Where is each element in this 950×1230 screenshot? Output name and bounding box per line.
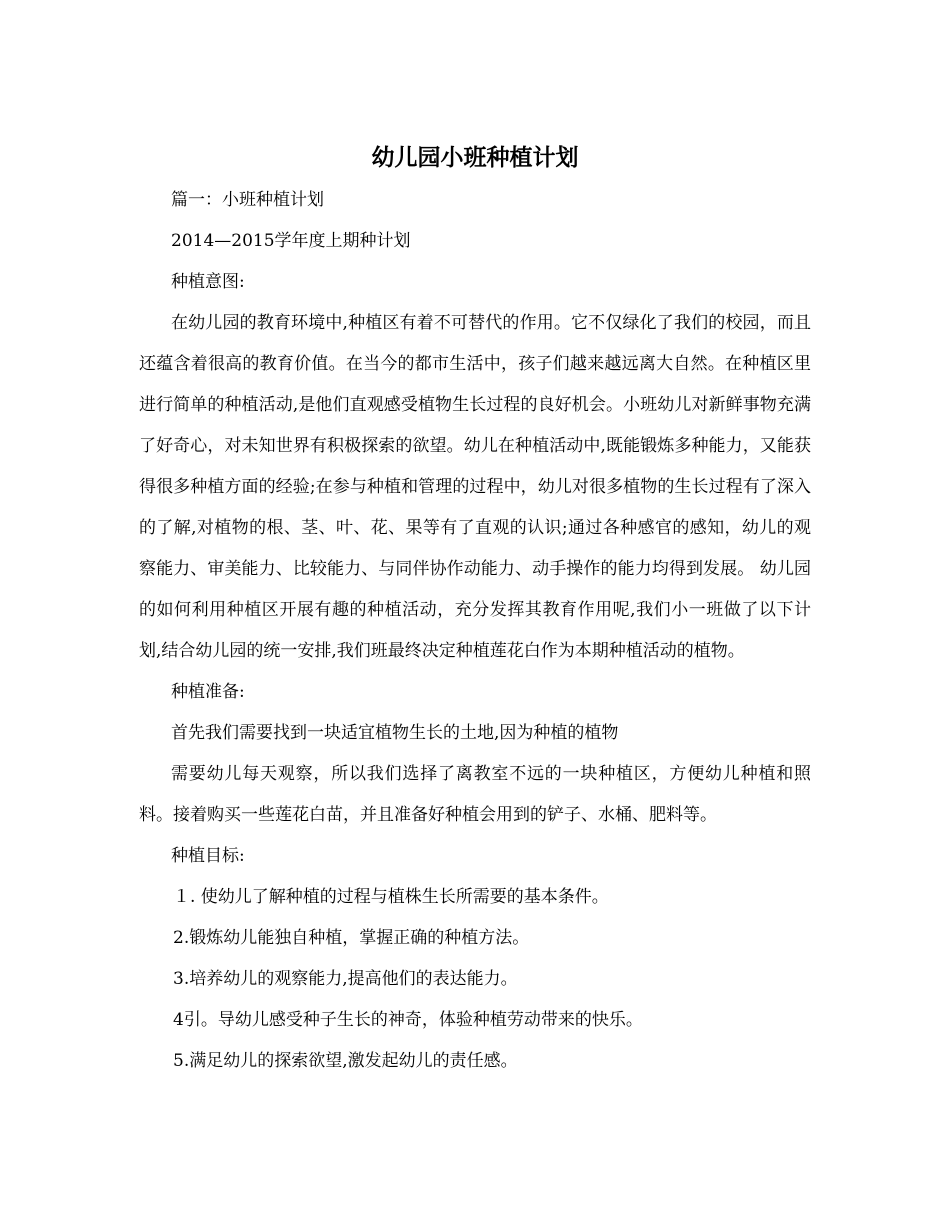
intent-heading: 种植意图: bbox=[171, 272, 245, 292]
document-title: 幼儿园小班种植计划 bbox=[371, 144, 579, 171]
prep-paragraph: 需要幼儿每天观察，所以我们选择了离教室不远的一块种植区，方便幼儿种植和照料。接着购买一些莲花白苗，并且准备好种植会用到的铲子、水桶、肥料等。 bbox=[139, 764, 811, 825]
plan-year: 2014—2015学年度上期种计划 bbox=[171, 231, 411, 251]
goal-item-2: 2.锻炼幼儿能独自种植，掌握正确的种植方法。 bbox=[173, 928, 530, 948]
goals-heading: 种植目标: bbox=[171, 846, 245, 866]
prep-line: 首先我们需要找到一块适宜植物生长的土地,因为种植的植物 bbox=[171, 723, 619, 743]
goal-item-1: １. 使幼儿了解种植的过程与植株生长所需要的基本条件。 bbox=[173, 887, 609, 907]
prep-heading: 种植准备: bbox=[171, 682, 245, 702]
goal-item-3: 3.培养幼儿的观察能力,提高他们的表达能力。 bbox=[173, 969, 518, 989]
section-heading: 篇一：小班种植计划 bbox=[171, 190, 324, 210]
goal-item-4: 4引。导幼儿感受种子生长的神奇，体验种植劳动带来的快乐。 bbox=[173, 1010, 643, 1030]
intent-paragraph: 在幼儿园的教育环境中,种植区有着不可替代的作用。它不仅绿化了我们的校园，而且还蕴含着很高的教育价值。在当今的都市生活中，孩子们越来越远离大自然。在种植区里进行简单的种植活动,是他们直观感受植物生长过程的良好机会。小班幼儿对新鲜事物充满了好奇心，对未知世界有积极探索的欲望。幼儿在种植活动中,既能锻炼多种能力，又能获得很多种植方面的经验;在参与种植和管理的过程中，幼儿对很多植物的生长过程有了深入的了解,对植物的根、茎、叶、花、果等有了直观的认识;通过各种感官的感知，幼儿的观察能力、审美能力、比较能力、与同伴协作动能力、动手操作的能力均得到发展。 幼儿园的如何利用种植区开展有趣的种植活动，充分发挥其教育作用呢,我们小一班做了以下计划,结合幼儿园的统一安排,我们班最终决定种植莲花白作为本期种植活动的植物。 bbox=[139, 313, 811, 661]
goal-item-5: 5.满足幼儿的探索欲望,激发起幼儿的责任感。 bbox=[173, 1051, 518, 1071]
document-body bbox=[139, 180, 811, 1082]
